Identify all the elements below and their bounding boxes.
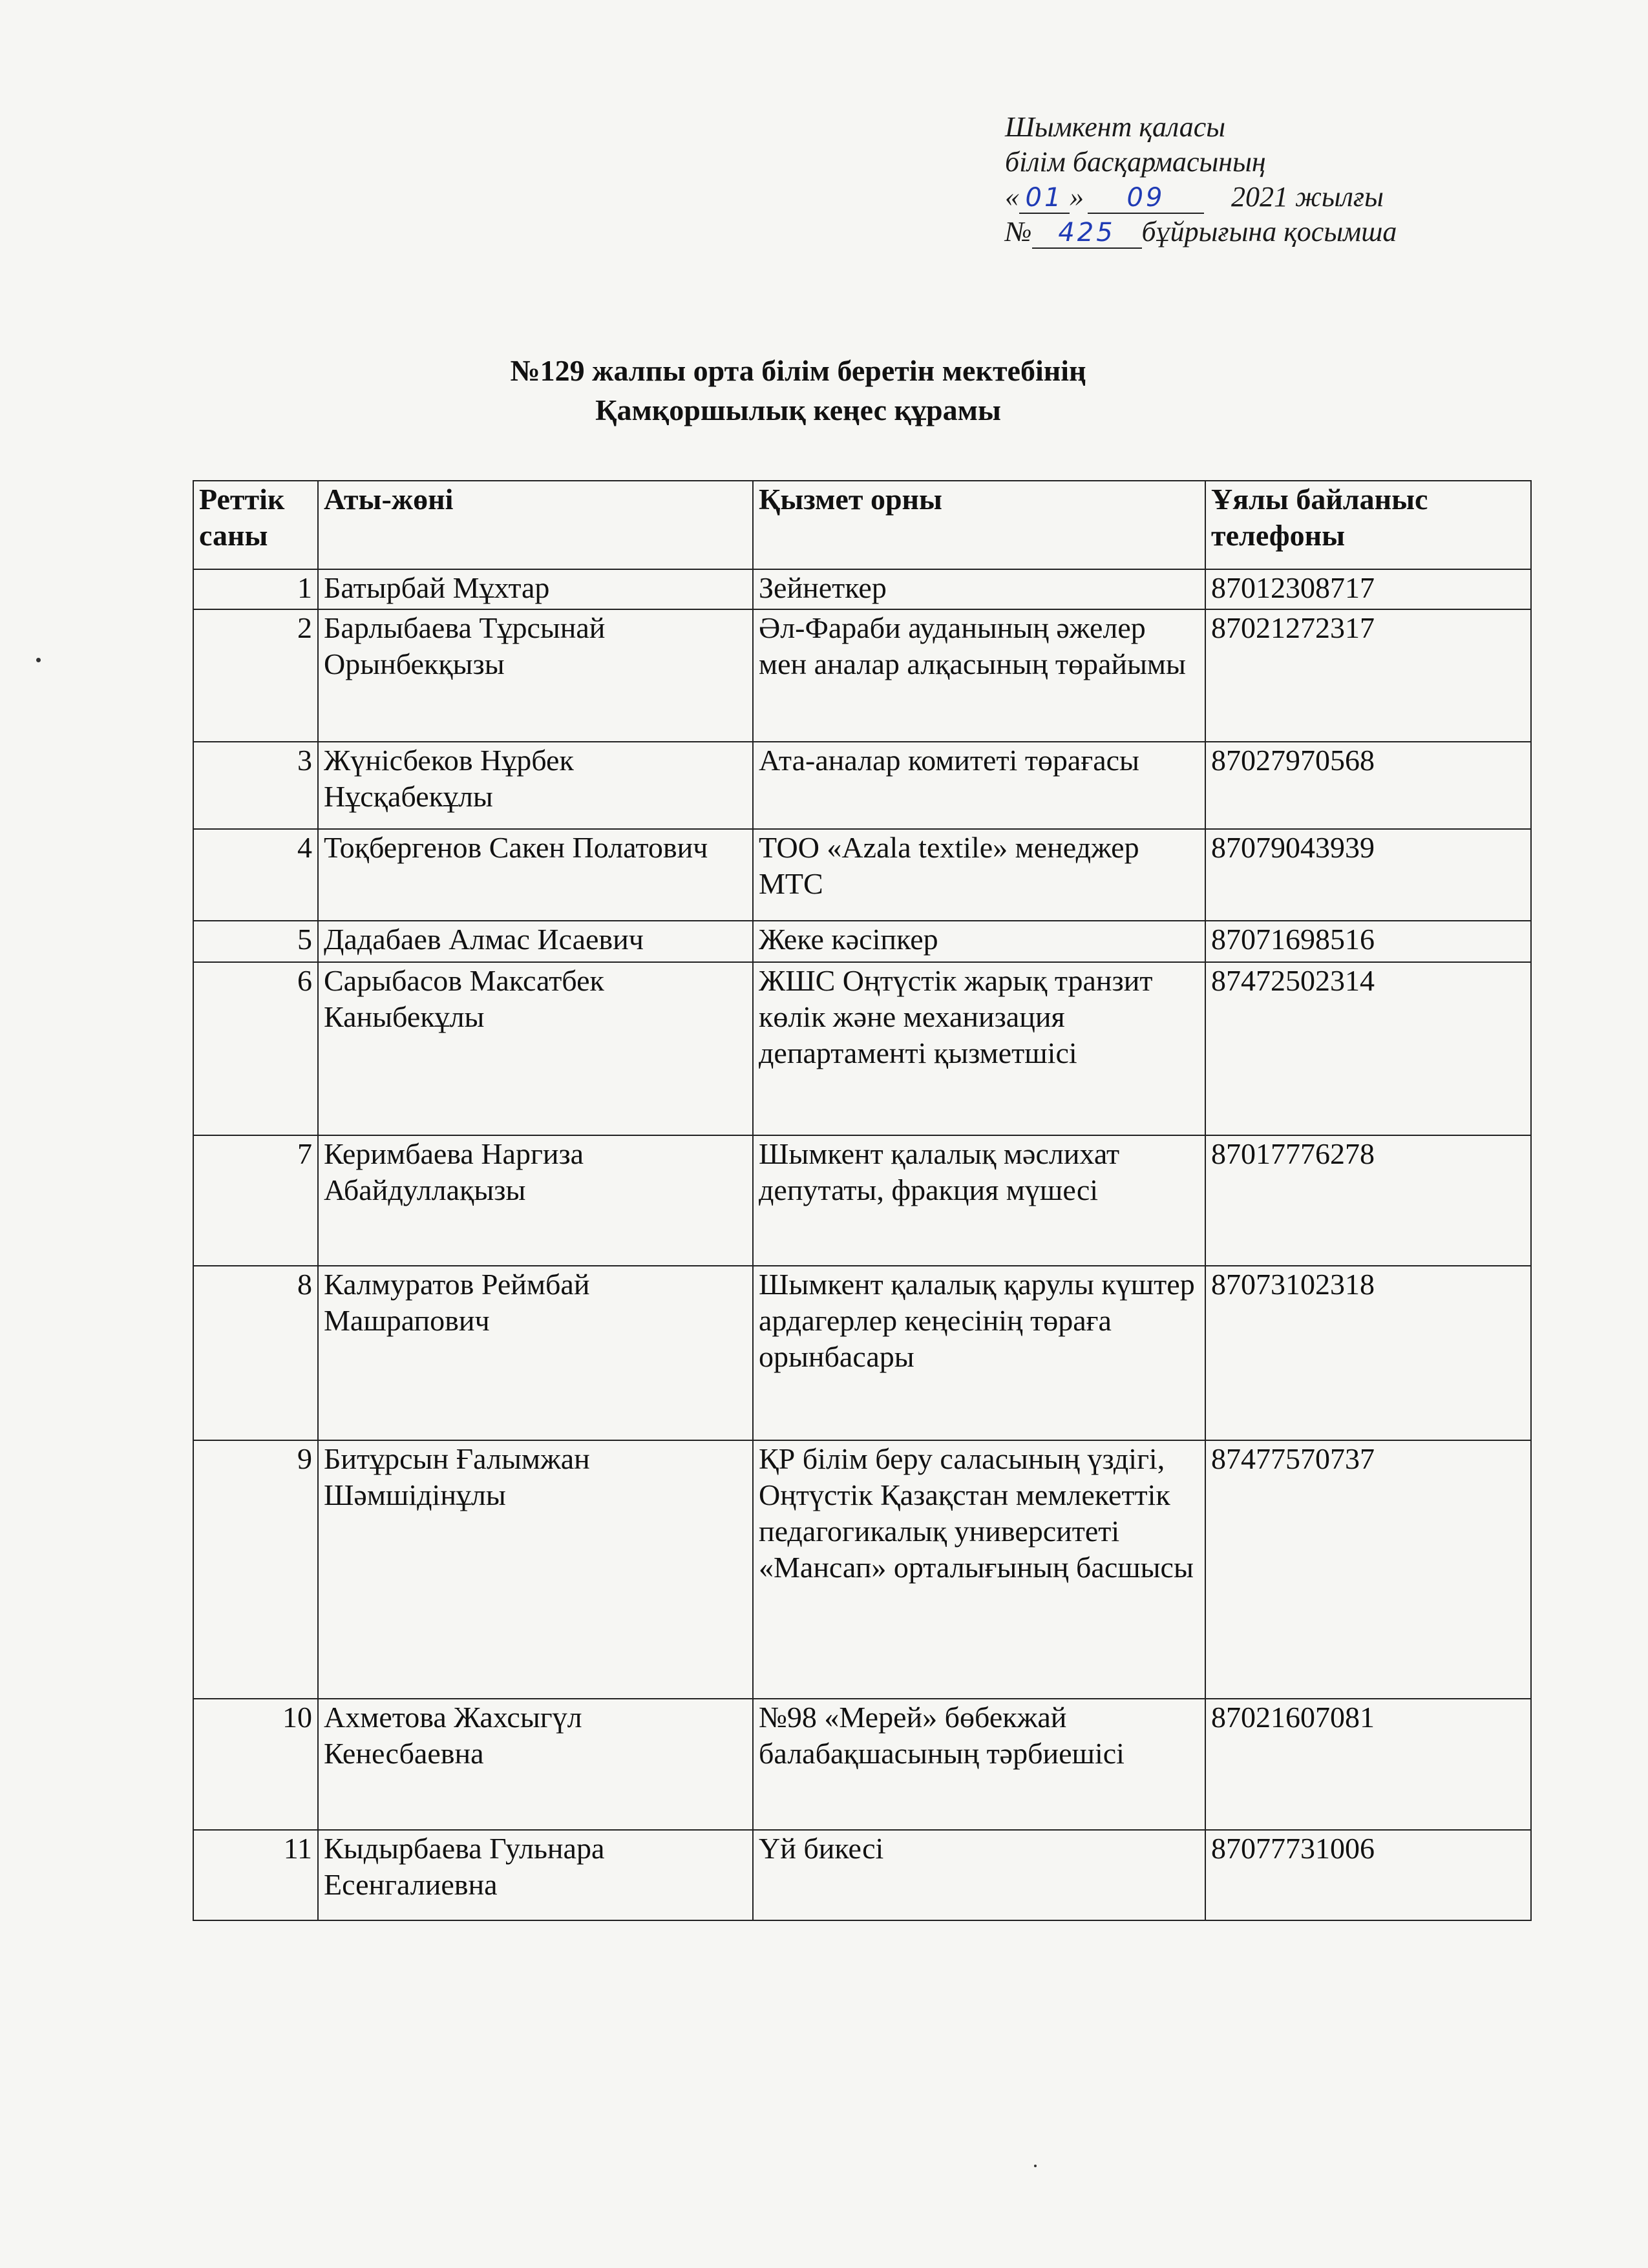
- member-name: Ахметова Жахсыгүл Кенесбаевна: [318, 1699, 753, 1830]
- order-reference-block: [1005, 110, 1522, 249]
- order-number-handwritten: 425: [1032, 218, 1142, 249]
- column-header-name: Аты-жөні: [318, 481, 753, 569]
- scan-speck: [1034, 2165, 1037, 2167]
- member-phone: 87071698516: [1205, 921, 1531, 962]
- table-row: [193, 829, 1531, 921]
- member-phone: 87077731006: [1205, 1830, 1531, 1920]
- table-row: [193, 1266, 1531, 1440]
- row-number: 11: [193, 1830, 318, 1920]
- member-name: Битұрсын Ғалымжан Шәмшідінұлы: [318, 1440, 753, 1699]
- member-name: Батырбай Мұхтар: [318, 569, 753, 609]
- column-header-number: Реттік саны: [193, 481, 318, 569]
- member-position: Зейнеткер: [753, 569, 1205, 609]
- table-row: [193, 962, 1531, 1135]
- row-number: 5: [193, 921, 318, 962]
- table-row: [193, 569, 1531, 609]
- member-phone: 87027970568: [1205, 742, 1531, 829]
- member-name: Сарыбасов Максатбек Каныбекұлы: [318, 962, 753, 1135]
- member-phone: 87073102318: [1205, 1266, 1531, 1440]
- member-position: Үй бикесі: [753, 1830, 1205, 1920]
- row-number: 3: [193, 742, 318, 829]
- member-phone: 87021607081: [1205, 1699, 1531, 1830]
- member-phone: 87012308717: [1205, 569, 1531, 609]
- member-phone: 87477570737: [1205, 1440, 1531, 1699]
- table-row: [193, 1440, 1531, 1699]
- row-number: 4: [193, 829, 318, 921]
- row-number: 1: [193, 569, 318, 609]
- header-date-line: [1005, 180, 1522, 215]
- member-name: Тоқбергенов Сакен Полатович: [318, 829, 753, 921]
- date-day-handwritten: 01: [1019, 183, 1070, 214]
- header-order-line: [1005, 215, 1522, 249]
- order-prefix: №: [1005, 216, 1032, 247]
- member-phone: 87021272317: [1205, 609, 1531, 742]
- member-position: ТОО «Azala textile» менеджер МТС: [753, 829, 1205, 921]
- member-phone: 87472502314: [1205, 962, 1531, 1135]
- date-open-quote: «: [1005, 181, 1019, 213]
- header-department: білім басқармасының: [1005, 146, 1266, 178]
- member-position: №98 «Мерей» бөбекжай балабақшасының тәрбиешісі: [753, 1699, 1205, 1830]
- table-row: [193, 921, 1531, 962]
- date-year: 2021 жылғы: [1231, 181, 1384, 213]
- member-phone: 87017776278: [1205, 1135, 1531, 1266]
- member-name: Дадабаев Алмас Исаевич: [318, 921, 753, 962]
- date-close-quote: »: [1070, 181, 1084, 213]
- order-suffix: бұйрығына қосымша: [1141, 216, 1397, 247]
- scan-speck: [36, 658, 41, 662]
- table-row: [193, 1135, 1531, 1266]
- date-month-handwritten: 09: [1088, 183, 1204, 214]
- row-number: 8: [193, 1266, 318, 1440]
- table-row: [193, 1830, 1531, 1920]
- member-position: ҚР білім беру саласының үздігі, Оңтүстік Қазақстан мемлекеттік педагогикалық университеті «Мансап» орталығының басшысы: [753, 1440, 1205, 1699]
- member-position: Жеке кәсіпкер: [753, 921, 1205, 962]
- row-number: 10: [193, 1699, 318, 1830]
- member-position: Шымкент қалалық қарулы күштер ардагерлер кеңесінің төраға орынбасары: [753, 1266, 1205, 1440]
- member-position: Шымкент қалалық мәслихат депутаты, фракция мүшесі: [753, 1135, 1205, 1266]
- member-name: Жүнісбеков Нұрбек Нұсқабекұлы: [318, 742, 753, 829]
- member-name: Кыдырбаева Гульнара Есенгалиевна: [318, 1830, 753, 1920]
- row-number: 6: [193, 962, 318, 1135]
- table-row: [193, 742, 1531, 829]
- column-header-phone: Ұялы байланыс телефоны: [1205, 481, 1531, 569]
- document-title-line1: №129 жалпы орта білім беретін мектебінің: [510, 354, 1086, 387]
- member-name: Керимбаева Наргиза Абайдуллақызы: [318, 1135, 753, 1266]
- member-position: ЖШС Оңтүстік жарық транзит көлік және механизация департаменті қызметшісі: [753, 962, 1205, 1135]
- member-name: Барлыбаева Тұрсынай Орынбекқызы: [318, 609, 753, 742]
- table-row: [193, 609, 1531, 742]
- table-row: [193, 1699, 1531, 1830]
- column-header-position: Қызмет орны: [753, 481, 1205, 569]
- row-number: 7: [193, 1135, 318, 1266]
- row-number: 9: [193, 1440, 318, 1699]
- member-phone: 87079043939: [1205, 829, 1531, 921]
- member-name: Калмуратов Реймбай Машрапович: [318, 1266, 753, 1440]
- table-header-row: [193, 481, 1531, 569]
- member-position: Ата-аналар комитеті төрағасы: [753, 742, 1205, 829]
- header-city: Шымкент қаласы: [1005, 111, 1226, 143]
- document-title-line2: Қамқоршылық кеңес құрамы: [595, 394, 1001, 426]
- row-number: 2: [193, 609, 318, 742]
- member-position: Әл-Фараби ауданының әжелер мен аналар алқасының төрайымы: [753, 609, 1205, 742]
- council-members-table: [193, 480, 1532, 1921]
